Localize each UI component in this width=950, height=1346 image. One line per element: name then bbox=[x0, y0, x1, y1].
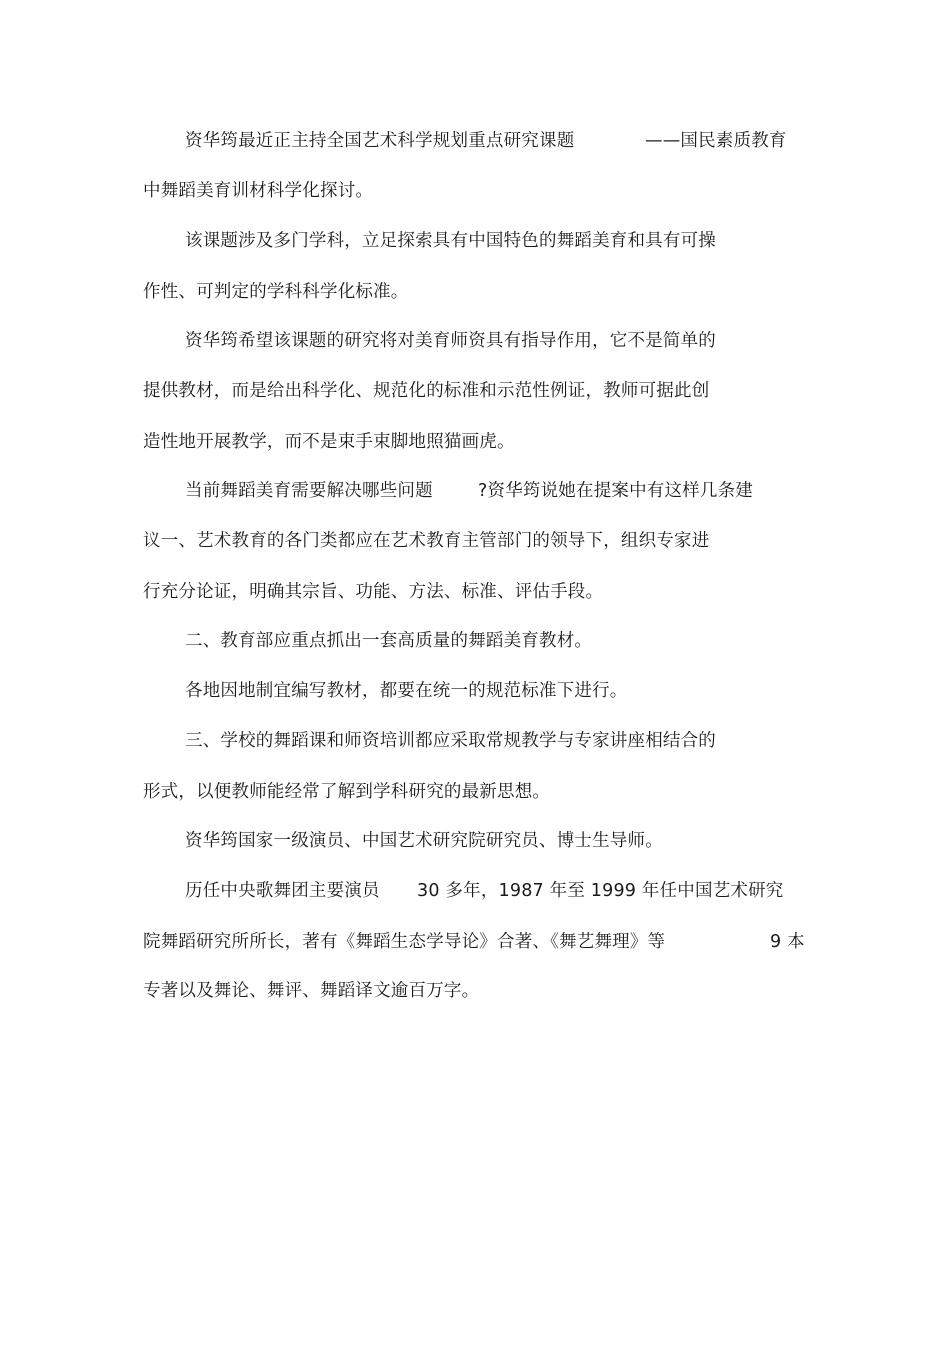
text-line: 造性地开展教学，而不是束手束脚地照猫画虎。 bbox=[143, 432, 515, 452]
text-line: 行充分论证，明确其宗旨、功能、方法、标准、评估手段。 bbox=[143, 582, 604, 602]
text-line: 资华筠国家一级演员、中国艺术研究院研究员、博士生导师。 bbox=[185, 831, 663, 851]
text-line: 历任中央歌舞团主要演员 bbox=[185, 881, 380, 901]
text-line: 形式，以便教师能经常了解到学科研究的最新思想。 bbox=[143, 782, 551, 802]
text-line: 中舞蹈美育训材科学化探讨。 bbox=[143, 181, 374, 201]
text-line: 9 本 bbox=[770, 932, 805, 952]
text-line: 院舞蹈研究所所长，著有《舞蹈生态学导论》合著、《舞艺舞理》等 bbox=[143, 932, 666, 952]
text-line: ?资华筠说她在提案中有这样几条建 bbox=[478, 481, 753, 501]
text-line: ——国民素质教育 bbox=[645, 131, 787, 151]
text-line: 专著以及舞论、舞评、舞蹈译文逾百万字。 bbox=[143, 981, 480, 1001]
text-line: 二、教育部应重点抓出一套高质量的舞蹈美育教材。 bbox=[185, 631, 593, 651]
text-line: 提供教材，而是给出科学化、规范化的标准和示范性例证，教师可据此创 bbox=[143, 381, 710, 401]
text-line: 资华筠希望该课题的研究将对美育师资具有指导作用，它不是简单的 bbox=[185, 331, 716, 351]
text-line: 作性、可判定的学科科学化标准。 bbox=[143, 282, 409, 302]
text-line: 议一、艺术教育的各门类都应在艺术教育主管部门的领导下，组织专家进 bbox=[143, 531, 710, 551]
text-line: 各地因地制宜编写教材，都要在统一的规范标准下进行。 bbox=[185, 681, 628, 701]
text-line: 30 多年，1987 年至 1999 年任中国艺术研究 bbox=[417, 881, 784, 901]
text-line: 该课题涉及多门学科，立足探索具有中国特色的舞蹈美育和具有可操 bbox=[185, 231, 716, 251]
text-line: 三、学校的舞蹈课和师资培训都应采取常规教学与专家讲座相结合的 bbox=[185, 731, 716, 751]
text-line: 资华筠最近正主持全国艺术科学规划重点研究课题 bbox=[185, 131, 575, 151]
text-line: 当前舞蹈美育需要解决哪些问题 bbox=[185, 481, 433, 501]
